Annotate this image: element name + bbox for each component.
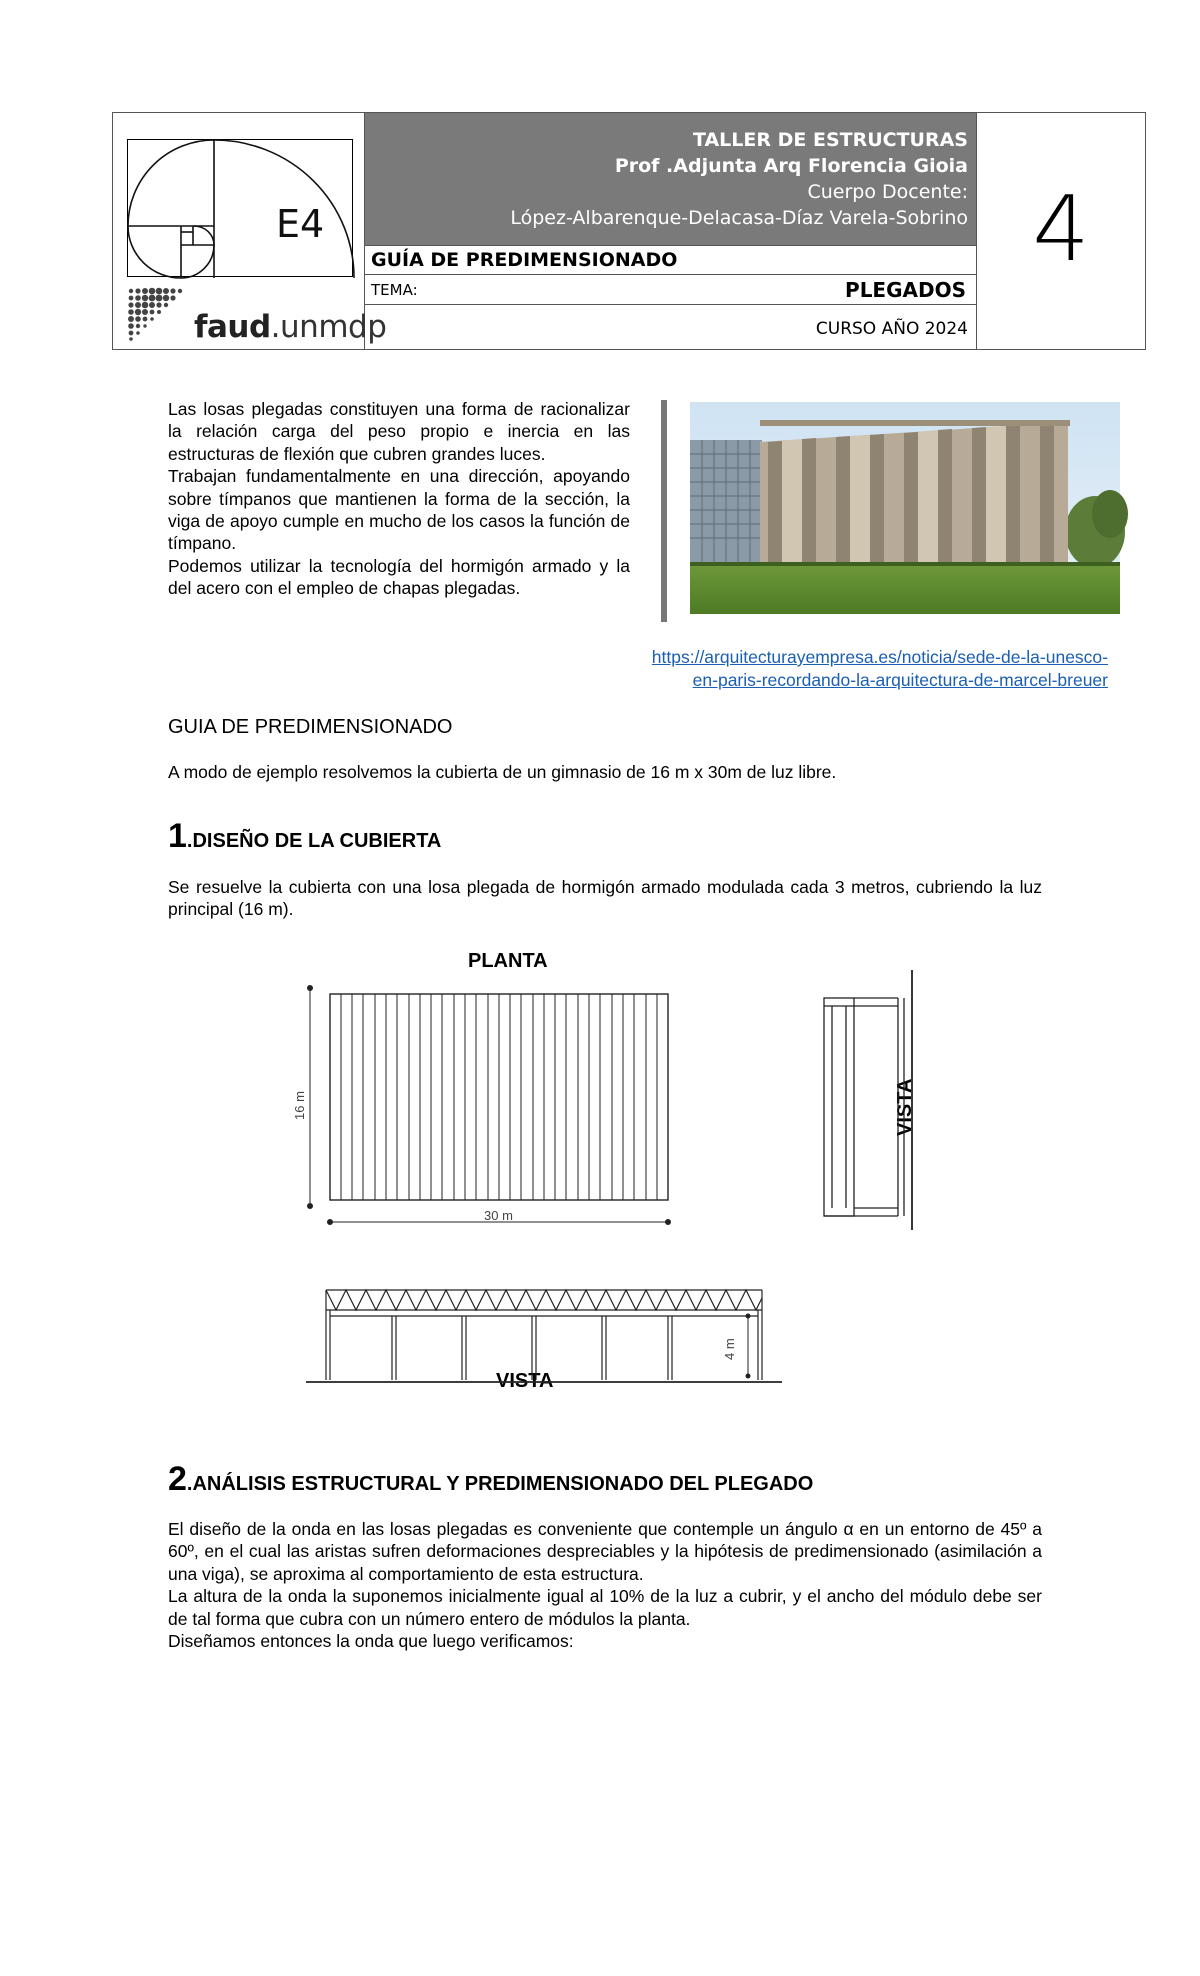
divider-bar <box>661 400 667 622</box>
source-link-line1[interactable]: https://arquitecturayempresa.es/noticia/sede-de-la-unesco- <box>651 647 1108 667</box>
logo-golden-spiral <box>127 139 353 277</box>
dim-4-label: 4 m <box>722 1338 737 1360</box>
tema-value: PLEGADOS <box>845 278 966 302</box>
tema-row <box>365 275 976 305</box>
guide-number: 4 <box>1032 177 1090 282</box>
planta-label: PLANTA <box>468 950 548 972</box>
plan-and-elevation-svg <box>292 980 776 1420</box>
intro-paragraph: Las losas plegadas constituyen una forma de racionalizar la relación carga del peso propio e inercia en las estructuras de flexión que cubren grandes luces. <box>168 399 630 464</box>
source-link-line2[interactable]: en-paris-recordando-la-arquitectura-de-marcel-breuer <box>692 670 1108 690</box>
guide-number-cell <box>977 113 1145 349</box>
section2-number: 2 <box>168 1460 187 1498</box>
course-year: CURSO AÑO 2024 <box>815 319 968 339</box>
document-header <box>112 112 1146 350</box>
header-info <box>365 113 977 349</box>
course-title: TALLER DE ESTRUCTURAS <box>692 129 968 151</box>
section1-title: .DISEÑO DE LA CUBIERTA <box>186 830 442 852</box>
section1-paragraph: Se resuelve la cubierta con una losa plegada de hormigón armado modulada cada 3 metros, cubriendo la luz principal (16 m). <box>168 877 1042 920</box>
section2-paragraph: Diseñamos entonces la onda que luego verificamos: <box>168 1631 574 1652</box>
section2-title: .ANÁLISIS ESTRUCTURAL Y PREDIMENSIONADO DEL PLEGADO <box>186 1473 814 1495</box>
logo-name <box>194 309 386 345</box>
logo-code: E4 <box>276 202 325 246</box>
section2-text <box>168 1518 1042 1652</box>
section1-heading <box>168 817 441 856</box>
professor: Prof .Adjunta Arq Florencia Gioia <box>614 155 968 177</box>
vista-side-label: VISTA <box>894 1078 916 1136</box>
logo-name-bold: faud <box>194 309 271 345</box>
section1-text <box>168 876 1042 921</box>
course-block <box>365 113 976 245</box>
dim-16-label: 16 m <box>292 1091 307 1120</box>
guide-row <box>365 245 976 275</box>
intro-paragraph: Trabajan fundamentalmente en una dirección, apoyando sobre tímpanos que mantienen la forma de la sección, la viga de apoyo cumple en mucho de los casos la función de tímpano. <box>168 466 630 554</box>
section1-number: 1 <box>168 817 187 855</box>
staff-names: López-Albarenque-Delacasa-Díaz Varela-Sobrino <box>510 207 968 229</box>
intro-paragraph: Podemos utilizar la tecnología del hormigón armado y la del acero con el empleo de chapas plegadas. <box>168 555 630 599</box>
tema-label: TEMA: <box>371 281 418 299</box>
staff-label: Cuerpo Docente: <box>807 181 968 203</box>
source-link[interactable] <box>568 646 1108 692</box>
intro-text <box>168 398 630 600</box>
logo-name-rest: .unmdp <box>270 309 387 345</box>
section2-paragraph: La altura de la onda la suponemos inicialmente igual al 10% de la luz a cubrir, y el ancho del módulo debe ser de tal forma que cubra con un número entero de módulos la planta. <box>168 1586 1042 1629</box>
example-statement: A modo de ejemplo resolvemos la cubierta de un gimnasio de 16 m x 30m de luz libre. <box>168 762 837 782</box>
section2-paragraph: El diseño de la onda en las losas plegadas es conveniente que contemple un ángulo α en un entorno de 45º a 60º, en el cual las aristas sufren deformaciones despreciables y la hipótesis de predimensionado (asimilación a una viga), se aproxima al comportamiento de esta estructura. <box>168 1519 1042 1584</box>
guide-section-title: GUIA DE PREDIMENSIONADO <box>168 716 453 738</box>
logo-cell <box>113 113 387 349</box>
building-photo-illustration <box>690 402 1120 614</box>
logo-dots-icon <box>127 287 189 341</box>
dim-30-label: 30 m <box>484 1208 513 1223</box>
side-view-svg <box>814 970 924 1230</box>
section2-heading <box>168 1460 813 1499</box>
guide-title: GUÍA DE PREDIMENSIONADO <box>371 249 678 271</box>
unesco-building-photo <box>690 402 1120 614</box>
vista-bottom-label: VISTA <box>496 1370 554 1392</box>
